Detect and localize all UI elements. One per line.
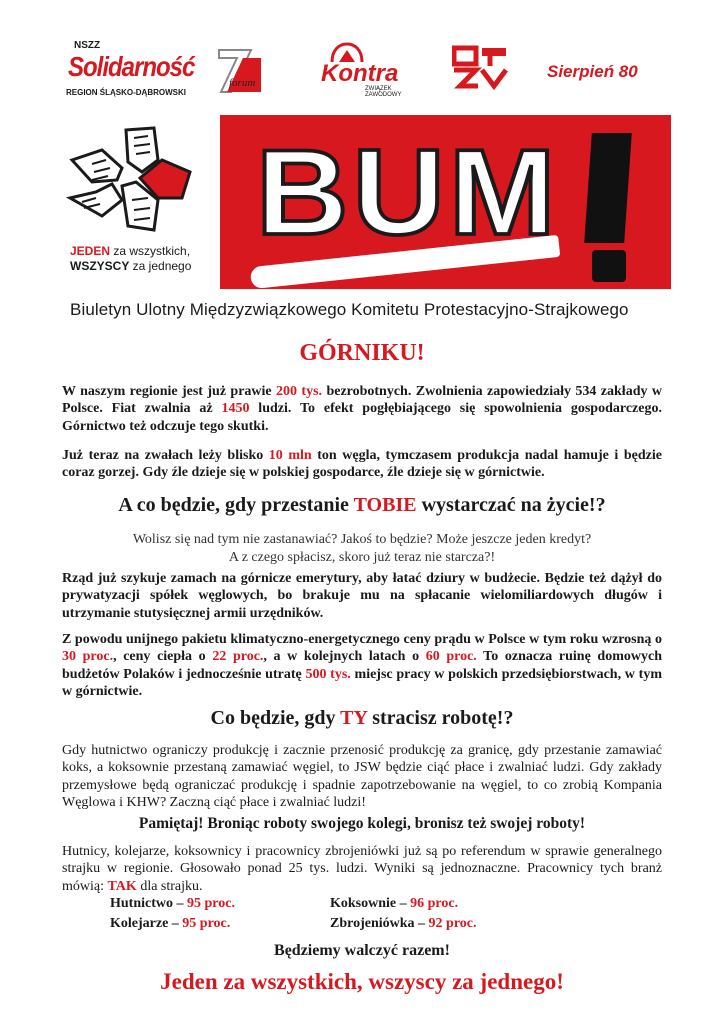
solidarnosc-nszz: NSZZ [74,40,101,51]
solidarnosc-region: REGION ŚLĄSKO-DĄBROWSKI [66,88,186,97]
slogan-rest1: za wszystkich, [110,244,191,258]
question-line-1: Wolisz się nad tym nie zastanawiać? Jakoś to będzie? Może jeszcze jeden kredyt? [132,532,592,547]
questions [0,531,724,566]
solidarnosc-logo [62,40,195,100]
value-fiat: 1450 [221,401,250,417]
value-unemployed: 200 tys. [276,384,323,399]
paragraph-pensions: Rząd już szykuje zamach na górnicze emerytury, aby łatać dziury w budżecie. Będzie też dążył do prywatyzacji spółek węglowych, bo brakuje mu na spłacanie wielomiliardowych długów i utrzymanie stutysięcznej armii urzędników. [62,571,662,621]
page-title: GÓRNIKU! [299,340,425,366]
result-koksownie: Koksownie – 96 proc. [330,896,459,911]
forum-logo [217,46,263,96]
exclamation-dot-icon [592,250,626,282]
paragraph-climate-package: Z powodu unijnego pakietu klimatyczno-energetycznego ceny prądu w Polsce w tym roku wzrosną o 30 proc., ceny ciepła o 22 proc., a w kolejnych latach o 60 proc. To oznacza ruinę domowych budżetów Polaków i jednocześnie utratę 500 tys. miejsc pracy w polskich przedsiębiorstwach, w tym w górnictwie. [62,632,662,700]
kontra-subtitle: ZWIĄZEK ZAWODOWY [365,86,402,98]
question-line-2: A z czego spłacisz, skoro już teraz nie starcza?! [228,549,496,565]
slogan [70,244,191,274]
logo-row [62,40,662,110]
sierpien-80-logo: Sierpień 80 [547,62,638,81]
heading-ty: Co będzie, gdy TY stracisz robotę!? [210,707,514,729]
result-zbrojeniowka: Zbrojeniówka – 92 proc. [330,916,477,931]
paragraph-unemployment: W naszym regionie jest już prawie 200 tys. bezrobotnych. Zwolnienia zapowiedziały 534 zakłady w Polsce. Fiat zwalnia aż 1450 ludzi. To efekt pogłębiającego się spowolnienia gospodarczego. Górnictwo też odczuje tego skutki. [62,384,662,434]
exclamation-bar-icon [584,133,632,243]
paragraph-coal-stock: Już teraz na zwałach leży blisko 10 mln ton węgla, tymczasem produkcja nadal hamuje i będzie coraz gorzej. Gdy źle dzieje się w polskiej gospodarce, źle dzieje się w górnictwie. [62,448,662,481]
value-coal: 10 mln [268,448,312,463]
heading-tobie: A co będzie, gdy przestanie TOBIE wystarczać na życie!? [118,494,606,516]
paragraph-referendum: Hutnicy, kolejarze, koksownicy i pracownicy zbrojeniówki już są po referendum w sprawie generalnego strajku w regionie. Głosowało ponad 25 tys. ludzi. Wyniki są jednoznaczne. Pracownicy tych branż mówią: TAK dla strajku. [62,844,662,894]
joined-hands-icon [62,120,197,240]
slogan-rest2: za jednego [129,259,192,273]
heading-pamietaj: Pamiętaj! Broniąc roboty swojego kolegi, bronisz też swojej roboty! [138,815,586,832]
closing-razem: Będziemy walczyć razem! [274,942,450,959]
slogan-jeden: JEDEN [70,244,111,258]
forum-label: forum [229,77,256,89]
paragraph-industry: Gdy hutnictwo ograniczy produkcję i zacznie przenosić produkcję za granicę, gdy przestanie zamawiać koks, a koksownie przestaną zamawiać węgiel, to JSW będzie ciąć płace i zwalniać ludzi. Gdy zakłady przemysłowe będą ograniczać produkcję i spadnie zapotrzebowanie na węgiel, to co zrobią Kompania Węglowa i KHW? Zaczną ciąć płace i zwalniać ludzi! [62,743,662,811]
bum-banner [220,115,671,289]
slogan-wszyscy: WSZYSCY [70,259,130,273]
result-hutnictwo: Hutnictwo – 95 proc. [110,896,235,911]
solidarnosc-wordmark: Solidarność [68,51,195,83]
bum-title: BUM [256,124,560,261]
ozzya-logo [452,44,510,90]
bulletin-subtitle: Biuletyn Ulotny Międzyzwiązkowego Komitetu Protestacyjno-Strajkowego [70,300,629,319]
result-kolejarze: Kolejarze – 95 proc. [110,916,231,931]
kontra-logo [317,42,407,100]
closing-slogan: Jeden za wszystkich, wszyscy za jednego! [160,969,564,994]
kontra-wordmark: Kontra [321,60,399,87]
